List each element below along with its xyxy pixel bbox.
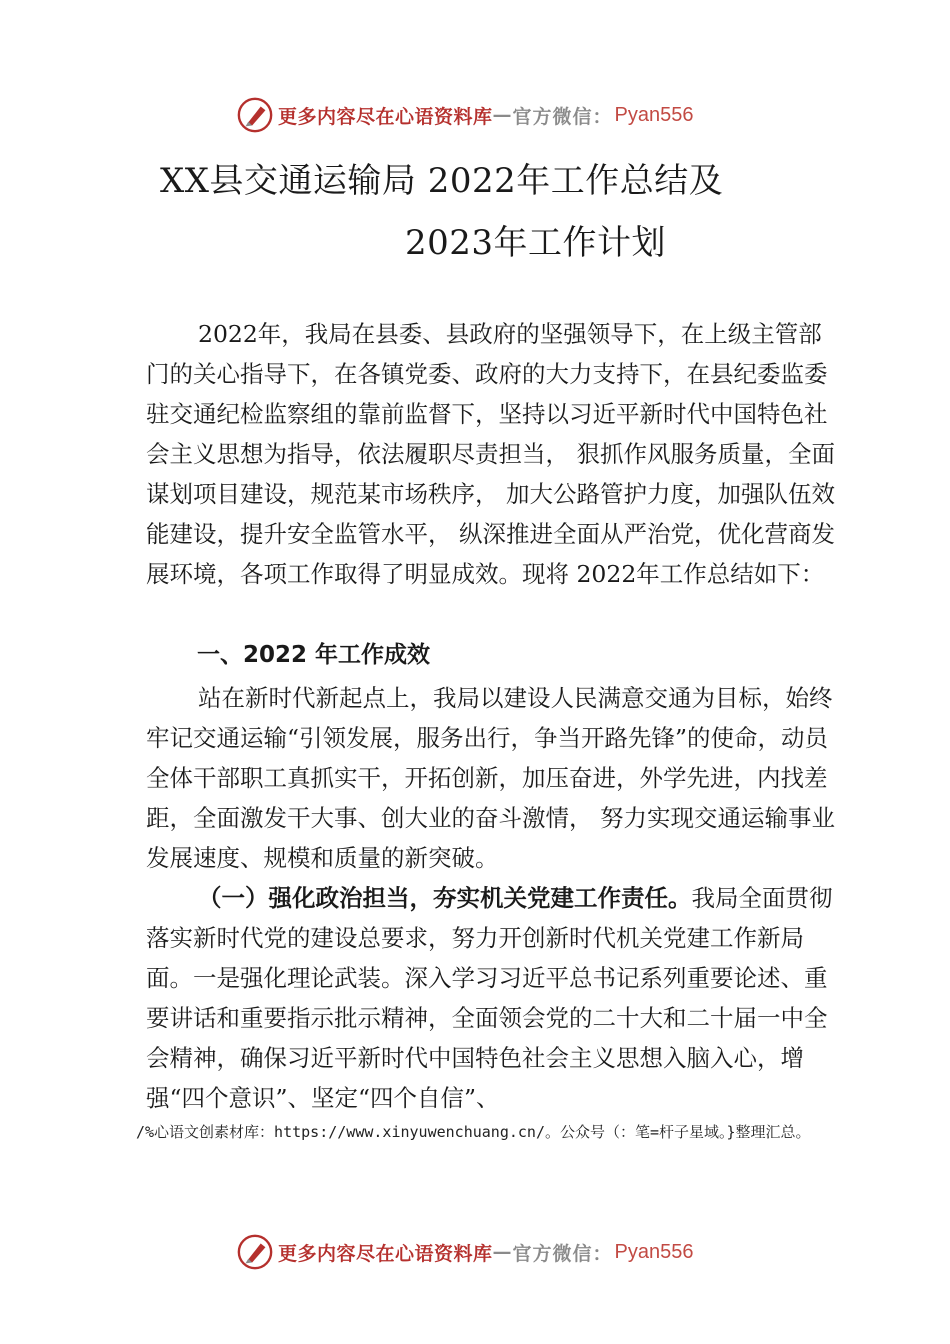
banner-wechat-label: 官方微信：	[512, 105, 613, 128]
intro-paragraph: 2022年，我局在县委、县政府的坚强领导下，在上级主管部门的关心指导下，在各镇党委、政府的大力支持下，在县纪委监委驻交通纪检监察组的靠前监督下，坚持以习近平新时代中国特色社会主义思想为指导，依法履职尽责担当， 狠抓作风服务质量，全面谋划项目建设，规范某市场秩序， 加大公路管护力度，加强队伍效能建设，提升安全监管水平， 纵深推进全面从严治党，优化营商发展环境，各项工作取得了明显成效。现将 2022年工作总结如下：	[146, 320, 835, 588]
pen-nib-logo-icon	[236, 96, 274, 134]
banner-brand-text: 更多内容尽在心语资料库	[278, 105, 493, 128]
subsection1-body: 我局全面贯彻落实新时代党的建设总要求，努力开创新时代机关党建工作新局面。一是强化理论武装。深入学习习近平总书记系列重要论述、重要讲话和重要指示批示精神，全面领会党的二十大和二十届一中全会精神，确保习近平新时代中国特色社会主义思想入脑入心，增强“四个意识”、坚定“四个自信”、	[146, 884, 833, 1112]
section1-paragraph: 站在新时代新起点上，我局以建设人民满意交通为目标，始终牢记交通运输“引领发展，服务出行，争当开路先锋”的使命，动员全体干部职工真抓实干，开拓创新，加压奋进，外学先进，内找差距，全面激发干大事、创大业的奋斗激情， 努力实现交通运输事业发展速度、规模和质量的新突破。	[146, 684, 835, 872]
section1-heading: 一、2022 年工作成效	[197, 642, 431, 668]
pen-nib-logo-icon	[236, 1233, 274, 1271]
banner-separator: —	[492, 1241, 513, 1263]
banner-separator: —	[492, 104, 513, 126]
document-title-line1: XX县交通运输局 2022年工作总结及	[160, 161, 724, 201]
bottom-banner	[236, 1232, 694, 1272]
subsection1-heading: （一）强化政治担当，夯实机关党建工作责任。	[198, 884, 692, 912]
top-banner	[236, 95, 694, 135]
banner-wechat-id: Pyan556	[614, 103, 694, 126]
banner-wechat-id: Pyan556	[614, 1240, 694, 1263]
document-title-line2: 2023年工作计划	[405, 223, 667, 263]
subsection1-paragraph	[146, 878, 836, 1118]
banner-wechat-label: 官方微信：	[512, 1242, 613, 1265]
footer-note: /%心语文创素材库：https://www.xinyuwenchuang.cn/。公众号（：笔=杆子星域。}整理汇总。	[136, 1123, 811, 1141]
banner-brand-text: 更多内容尽在心语资料库	[278, 1242, 493, 1265]
